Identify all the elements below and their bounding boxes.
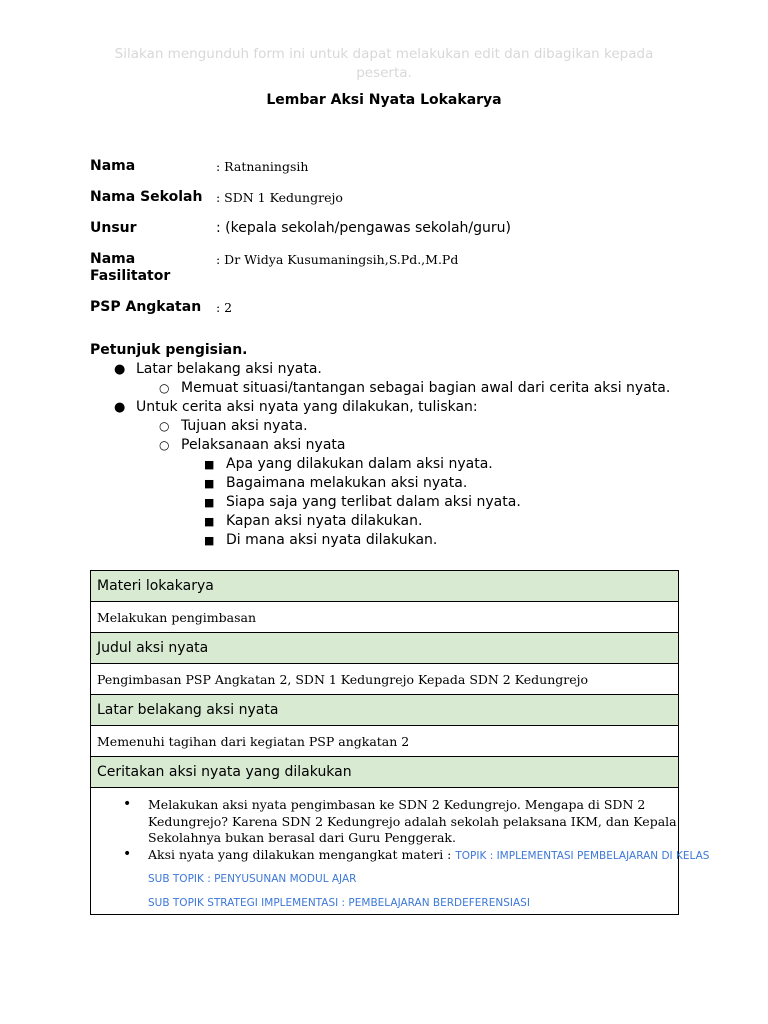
sub-topik-text: SUB TOPIK : PENYUSUNAN MODUL AJAR bbox=[148, 873, 357, 885]
square-bullet-icon: ■ bbox=[204, 458, 215, 471]
field-label: Unsur bbox=[90, 220, 137, 236]
cerita-header: Ceritakan aksi nyata yang dilakukan bbox=[91, 757, 679, 788]
field-value: : Dr Widya Kusumaningsih,S.Pd.,M.Pd bbox=[216, 252, 459, 267]
circle-bullet-icon: ○ bbox=[159, 381, 170, 395]
list-item: ○ Memuat situasi/tantangan sebagai bagian awal dari cerita aksi nyata. bbox=[159, 380, 671, 396]
field-value: : (kepala sekolah/pengawas sekolah/guru) bbox=[216, 220, 511, 236]
square-bullet-icon: ■ bbox=[204, 496, 215, 509]
square-bullet-icon: ■ bbox=[204, 515, 215, 528]
list-item: ○ Pelaksanaan aksi nyata bbox=[159, 437, 346, 453]
latar-header: Latar belakang aksi nyata bbox=[91, 695, 679, 726]
bullet-icon: ● bbox=[114, 400, 126, 415]
list-item: ■ Apa yang dilakukan dalam aksi nyata. bbox=[204, 456, 493, 472]
list-item: ● Latar belakang aksi nyata. bbox=[114, 361, 322, 377]
circle-bullet-icon: ○ bbox=[159, 419, 170, 433]
story-item: Melakukan aksi nyata pengimbasan ke SDN 2 Kedungrejo. Mengapa di SDN 2 Kedungrejo? Karena SDN 2 Kedungrejo adalah sekolah pelaksana IKM, dan Kepala Sekolahnya bukan berasal dari Guru Penggerak. bbox=[148, 797, 677, 845]
bullet-icon: ● bbox=[114, 362, 126, 377]
page-title: Lembar Aksi Nyata Lokakarya bbox=[266, 92, 502, 108]
field-value: : SDN 1 Kedungrejo bbox=[216, 190, 343, 205]
judul-value[interactable]: Pengimbasan PSP Angkatan 2, SDN 1 Kedungrejo Kepada SDN 2 Kedungrejo bbox=[91, 664, 679, 695]
materi-value[interactable]: Melakukan pengimbasan bbox=[91, 602, 679, 633]
field-label: Nama Sekolah bbox=[90, 189, 203, 205]
bullet-icon: • bbox=[123, 796, 132, 812]
materi-header: Materi lokakarya bbox=[91, 571, 679, 602]
list-item: ■ Kapan aksi nyata dilakukan. bbox=[204, 513, 423, 529]
judul-header: Judul aksi nyata bbox=[91, 633, 679, 664]
story-item: Aksi nyata yang dilakukan mengangkat materi : TOPIK : IMPLEMENTASI PEMBELAJARAN DI KELAS bbox=[148, 847, 710, 862]
download-notice: Silakan mengunduh form ini untuk dapat melakukan edit dan dibagikan kepada peserta. bbox=[114, 46, 654, 81]
list-item: ■ Di mana aksi nyata dilakukan. bbox=[204, 532, 438, 548]
bullet-icon: • bbox=[123, 846, 132, 862]
instructions-title: Petunjuk pengisian. bbox=[90, 342, 248, 358]
list-item: ○ Tujuan aksi nyata. bbox=[159, 418, 308, 434]
field-value: : 2 bbox=[216, 300, 233, 315]
field-label: Nama Fasilitator bbox=[90, 251, 171, 284]
list-item: ■ Bagaimana melakukan aksi nyata. bbox=[204, 475, 468, 491]
list-item: ■ Siapa saja yang terlibat dalam aksi nyata. bbox=[204, 494, 521, 510]
topik-text: TOPIK : IMPLEMENTASI PEMBELAJARAN DI KELAS bbox=[455, 850, 710, 862]
worksheet-table bbox=[90, 570, 710, 915]
square-bullet-icon: ■ bbox=[204, 534, 215, 547]
cerita-value[interactable] bbox=[91, 788, 710, 915]
square-bullet-icon: ■ bbox=[204, 477, 215, 490]
field-value: : Ratnaningsih bbox=[216, 159, 309, 174]
field-label: Nama bbox=[90, 158, 136, 174]
circle-bullet-icon: ○ bbox=[159, 438, 170, 452]
list-item: ● Untuk cerita aksi nyata yang dilakukan, tuliskan: bbox=[114, 399, 478, 415]
field-label: PSP Angkatan bbox=[90, 299, 202, 315]
latar-value[interactable]: Memenuhi tagihan dari kegiatan PSP angkatan 2 bbox=[91, 726, 679, 757]
sub-topik-text: SUB TOPIK STRATEGI IMPLEMENTASI : PEMBELAJARAN BERDEFERENSIASI bbox=[148, 897, 530, 909]
